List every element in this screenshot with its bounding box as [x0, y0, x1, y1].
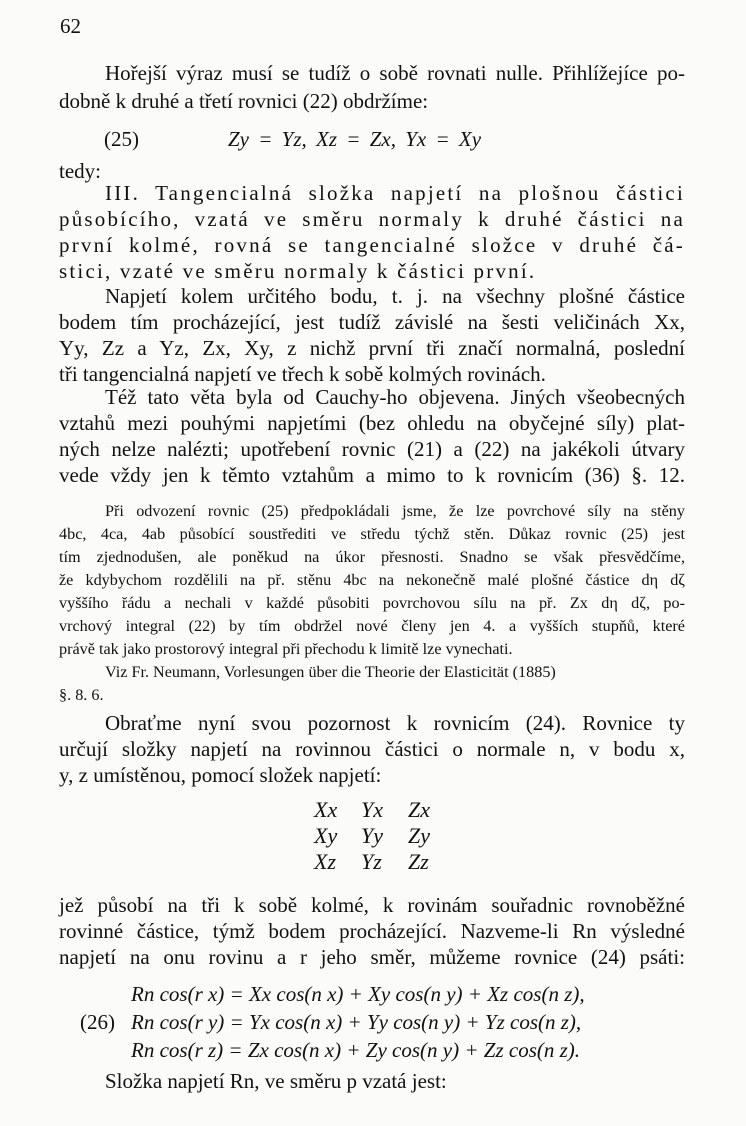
text-line: y, z umístěnou, pomocí složek napjetí: [59, 763, 382, 787]
text-line: Hořejší výraz musí se tudíž o sobě rovnati nulle. Přihlížejíce po- [105, 61, 685, 85]
theorem-line: stici, vzaté ve směru normaly k částici první. [59, 259, 537, 283]
text-line: Obraťme nyní svou pozornost k rovnicím (24). Rovnice ty [105, 711, 685, 735]
note-line: právě tak jako prostorový integral při přechodu k limitě lze vynechati. [59, 640, 513, 658]
text-line: určují složky napjetí na rovinnou částici o normale n, v bodu x, [59, 737, 685, 761]
text-line: bodem tím procházející, jest tudíž závislé na šesti veličinách Xx, [59, 310, 685, 334]
equation-26-row: Rn cos(r y) = Yx cos(n x) + Yy cos(n y) + Yz cos(n z), [131, 1010, 582, 1034]
note-line: Při odvození rovnic (25) předpokládali jsme, že lze povrchové síly na stěny [105, 502, 685, 520]
matrix-cell: Xx [314, 797, 338, 822]
equation-number: (25) [104, 127, 139, 151]
text-line: rovinné částice, týmž bodem procházející. Nazveme-li Rn výsledné [59, 919, 685, 943]
text-line: vede vždy jen k těmto vztahům a mimo to k rovnicím (36) §. 12. [59, 463, 685, 487]
text-line: Složka napjetí Rn, ve směru p vzatá jest: [105, 1069, 447, 1093]
matrix-cell: Yx [361, 797, 383, 822]
text-line: vztahů mezi pouhými napjetími (bez ohledu na obyčejné síly) plat- [59, 411, 685, 435]
note-line: vrchový integral (22) by tím obdržel nové členy jen 4. a vyšších stupňů, které [59, 617, 685, 635]
text-line: tedy: [59, 159, 101, 183]
equation-26-row: Rn cos(r z) = Zx cos(n x) + Zy cos(n y) + Zz cos(n z). [131, 1038, 581, 1062]
theorem-line: první kolmé, rovná se tangencialné složce v druhé čá- [59, 233, 685, 257]
matrix-row [314, 849, 455, 875]
matrix-cell: Zx [408, 797, 430, 822]
text-line: Yy, Zz a Yz, Zx, Xy, z nichž první tři značí normalná, poslední [59, 336, 685, 360]
note-line: vyššího řádu a nechali v každé působiti povrchovou sílu na př. Zx dη dζ, po- [59, 594, 685, 612]
text-line: tři tangencialná napjetí ve třech k sobě kolmých rovinách. [59, 362, 546, 386]
theorem-line: působícího, vzatá ve směru normaly k druhé částici na [59, 207, 685, 231]
note-line: §. 8. 6. [59, 686, 104, 704]
note-line: že kdybychom rozdělili na př. stěnu 4bc na nekonečně malé plošné částice dη dζ [59, 571, 685, 589]
note-line: Viz Fr. Neumann, Vorlesungen über die Theorie der Elasticität (1885) [105, 663, 556, 681]
stress-matrix [314, 797, 455, 875]
note-line: tím zjednodušen, ale poněkud na úkor přesnosti. Snadno se však přesvědčíme, [59, 548, 685, 566]
note-line: 4bc, 4ca, 4ab působící soustřediti ve středu týchž stěn. Důkaz rovnic (25) jest [59, 525, 685, 543]
page-number: 62 [60, 14, 81, 38]
matrix-cell: Xy [314, 823, 338, 848]
text-line: ných nelze nalézti; upotřebení rovnic (21) a (22) na jakékoli útvary [59, 437, 685, 461]
matrix-cell: Xz [314, 849, 336, 874]
theorem-line: III. Tangencialná složka napjetí na plošnou částici [105, 181, 685, 205]
matrix-cell: Zz [408, 849, 429, 874]
matrix-row [314, 797, 455, 823]
equation-26-row: Rn cos(r x) = Xx cos(n x) + Xy cos(n y) + Xz cos(n z), [131, 982, 585, 1006]
text-line: dobně k druhé a třetí rovnici (22) obdržíme: [59, 89, 429, 113]
equation-25: Zy = Yz, Xz = Zx, Yx = Xy [228, 127, 482, 151]
matrix-cell: Yz [361, 849, 382, 874]
text-line: Též tato věta byla od Cauchy-ho objevena. Jiných všeobecných [105, 385, 685, 409]
text-line: Napjetí kolem určitého bodu, t. j. na všechny plošné částice [105, 284, 685, 308]
matrix-row [314, 823, 455, 849]
matrix-cell: Yy [361, 823, 383, 848]
equation-number: (26) [80, 1010, 115, 1034]
text-line: napjetí na onu rovinu a r jeho směr, můžeme rovnice (24) psáti: [59, 945, 685, 969]
matrix-cell: Zy [408, 823, 430, 848]
text-line: jež působí na tři k sobě kolmé, k rovinám souřadnic rovnoběžné [59, 893, 685, 917]
